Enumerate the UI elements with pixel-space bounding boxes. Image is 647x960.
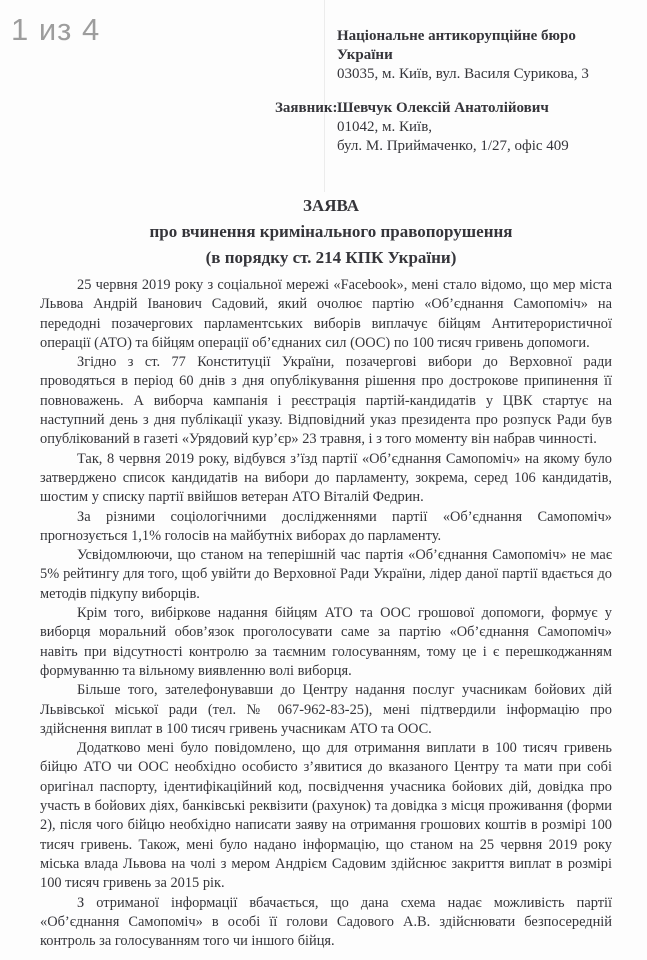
body-paragraph: Так, 8 червня 2019 року, відбувся з’їзд партії «Об’єднання Самопоміч» на якому було затверджено список кандидатів на вибори до парламенту, зокрема, серед 106 кандидатів, шостим у списку партії ввійшов ветеран АТО Віталій Федрин. — [40, 450, 612, 506]
body-paragraph: Згідно з ст. 77 Конституції України, позачергові вибори до Верховної ради проводяться в період 60 днів з дня опублікування рішення про дострокове припинення її повноважень. А виборча кампанія і реєстрація партій-кандидатів у ЦВК стартує на наступний день з дня публікації указу. Відповідний указ президента про розпуск Ради був опублікований в газеті «Урядовий кур’єр» 23 травня, і з того моменту він набрав чинності. — [40, 354, 612, 448]
title-line-1: ЗАЯВА — [302, 196, 360, 215]
recipient-block — [337, 27, 612, 84]
body-paragraph: Усвідомлюючи, що станом на теперішній час партія «Об’єднання Самопоміч» не має 5% рейтингу для того, щоб увійти до Верховної Ради України, лідер даної партії вдається до методів підкупу виборців. — [40, 547, 612, 602]
document-title — [40, 193, 622, 271]
applicant-address-line1: 01042, м. Київ, — [337, 119, 433, 135]
body-paragraph: Більше того, зателефонувавши до Центру надання послуг учасникам бойових дій Львівської міської ради (тел. № 067-962-83-25), мені підтвердили інформацію про здійснення виплат в 100 тисяч гривень учасникам АТО та ООС. — [40, 682, 612, 737]
recipient-name-line1: Національне антикорупційне бюро — [337, 28, 576, 44]
body-paragraph: 25 червня 2019 року з соціальної мережі «Facebook», мені стало відомо, що мер міста Львова Андрій Іванович Садовий, який очолює партію «Об’єднання Самопоміч» на передодні позачергових парламентських виборів виплачує бійцям Антитерористичної операції (АТО) та бійцям операції об’єднаних сил (ООС) по 100 тисяч гривень допомоги. — [40, 277, 612, 351]
title-line-3: (в порядку ст. 214 КПК України) — [205, 248, 457, 267]
body-paragraph: З отриманої інформації вбачається, що дана схема надає можливість партії «Об’єднання Самопоміч» в особі її голови Садового А.В. здійснювати безпосередній контроль за голосуванням того чи іншого бійця. — [40, 894, 612, 950]
applicant-name: Шевчук Олексій Анатолійович — [337, 100, 549, 116]
document-header — [0, 27, 612, 156]
applicant-label: Заявник: — [275, 100, 338, 116]
body-paragraph: Крім того, вибіркове надання бійцям АТО та ООС грошової допомоги, формує у виборця моральний обов’язок проголосувати саме за партію «Об’єднання Самопоміч» навіть при відсутності контролю за таємним голосуванням, тому це і є перешкоджанням формуванню та вільному виявленню волі виборця. — [40, 605, 612, 679]
recipient-address: 03035, м. Київ, вул. Василя Сурикова, 3 — [337, 66, 589, 82]
applicant-address-line2: бул. М. Приймаченко, 1/27, офіс 409 — [337, 138, 569, 154]
title-line-2: про вчинення кримінального правопорушення — [149, 222, 513, 241]
page-indicator: 1 из 4 — [11, 12, 101, 47]
recipient-name-line2: України — [337, 47, 393, 63]
applicant-block — [275, 99, 612, 156]
document-body — [40, 276, 612, 951]
body-paragraph: За різними соціологічними дослідженнями партії «Об’єднання Самопоміч» прогнозується 1,1% голосів на майбутніх виборах до парламенту. — [40, 508, 612, 544]
applicant-info — [337, 99, 612, 156]
body-paragraph: Додатково мені було повідомлено, що для отримання виплати в 100 тисяч гривень бійцю АТО чи ООС необхідно особисто з’явитися до вказаного Центру та мати при собі оригінал паспорту, ідентифікаційний код, посвідчення учасника бойових дій, довідка про участь в бойових діях, банківські реквізити (рахунок) та довідка з місця проживання (форми 2), після чого бійцю необхідно написати заяву на отримання грошових коштів в розмірі 100 тисяч гривень. Також, мені було надано інформацію, що станом на 25 червня 2019 року міська влада Львова на чолі з мером Андрієм Садовим здійснює закриття виплат в розмірі 100 тисяч гривень за 2015 рік. — [40, 740, 612, 892]
